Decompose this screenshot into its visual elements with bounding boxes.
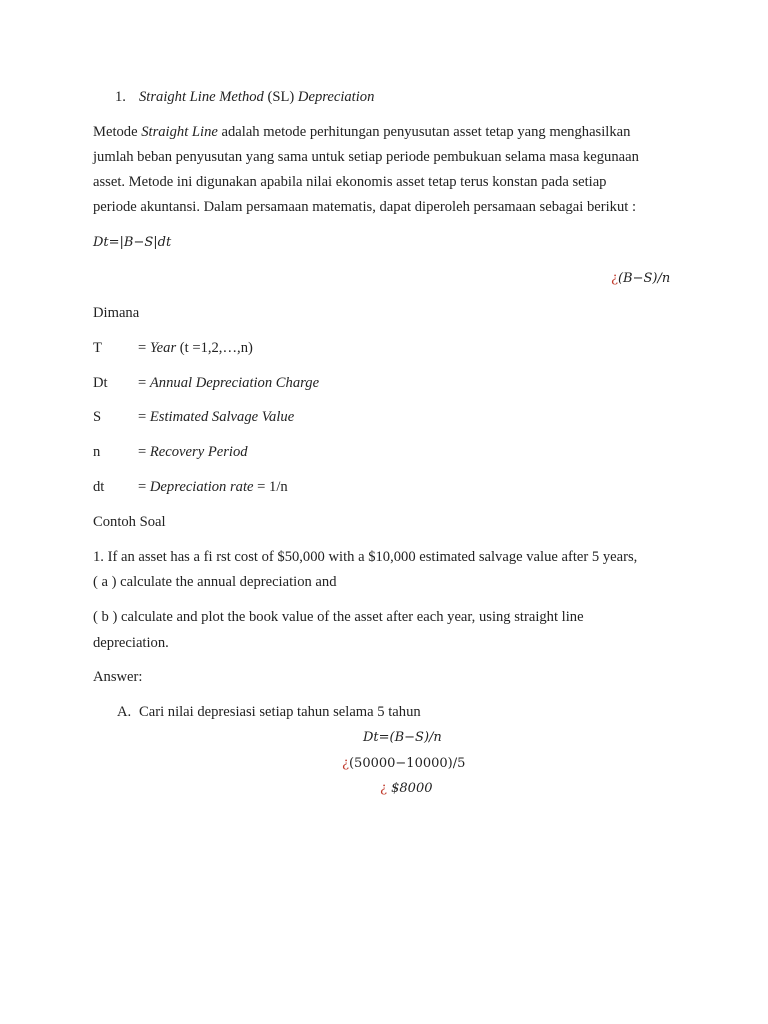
para-post: adalah metode perhitungan penyusutan asset tetap yang menghasilkan [217, 124, 631, 140]
question-line-4: depreciation. [93, 635, 169, 651]
paragraph-line-1 [93, 123, 630, 141]
formula-glyph: ¿ [342, 756, 349, 771]
definition-symbol: dt [93, 479, 105, 495]
definition-text: = Recovery Period [138, 444, 248, 460]
para-italic: Straight Line [141, 124, 218, 140]
question-line-3: ( b ) calculate and plot the book value of the asset after each year, using straight line [93, 609, 584, 625]
definition-text: = Year (t =1,2,…,n) [138, 340, 253, 356]
heading-italic-2: Depreciation [297, 89, 375, 105]
definition-text: = Annual Depreciation Charge [138, 375, 320, 391]
definition-symbol: n [93, 444, 101, 460]
example-heading: Contoh Soal [93, 514, 166, 530]
formula-glyph: ¿ [611, 271, 618, 286]
paragraph-line-2: jumlah beban penyusutan yang sama untuk setiap periode pembukuan selama masa kegunaan [93, 149, 639, 165]
heading-italic-1: Straight Line Method [139, 89, 264, 105]
section-number: 1. [115, 89, 126, 105]
question-line-1: 1. If an asset has a fi rst cost of $50,000 with a $10,000 estimated salvage value after 5 years, [93, 549, 638, 565]
paragraph-line-3: asset. Metode ini digunakan apabila nilai ekonomis asset tetap terus konstan pada setiap [93, 174, 607, 190]
formula-rest: $8000 [391, 781, 433, 796]
dimana-label: Dimana [93, 305, 140, 321]
definition-symbol: S [93, 409, 102, 425]
formula-rest: (50000−10000)/5 [348, 756, 466, 771]
answer-formula-2 [342, 755, 465, 773]
answer-formula-3 [380, 780, 432, 798]
para-pre: Metode [93, 124, 142, 140]
formula-dt-left: Dt=|B−S|dt [93, 235, 172, 250]
definition-symbol: T [93, 340, 102, 356]
question-line-2: ( a ) calculate the annual depreciation and [93, 574, 337, 590]
definition-text: = Estimated Salvage Value [138, 409, 295, 425]
formula-glyph: ¿ [380, 781, 387, 796]
paragraph-line-4: periode akuntansi. Dalam persamaan matematis, dapat diperoleh persamaan sebagai berikut : [93, 199, 637, 215]
formula-dt-right [611, 270, 670, 288]
heading-mid: (SL) [263, 89, 298, 105]
answer-item-text: Cari nilai depresiasi setiap tahun selama 5 tahun [139, 704, 421, 720]
answer-formula-1: Dt=(B−S)/n [363, 730, 442, 745]
definition-text: = Depreciation rate = 1/n [138, 479, 288, 495]
answer-item-marker: A. [117, 704, 132, 720]
formula-right-rest: (B−S)/n [617, 271, 671, 286]
definition-symbol: Dt [93, 375, 108, 391]
answer-label: Answer: [93, 669, 143, 685]
section-heading [139, 88, 374, 106]
